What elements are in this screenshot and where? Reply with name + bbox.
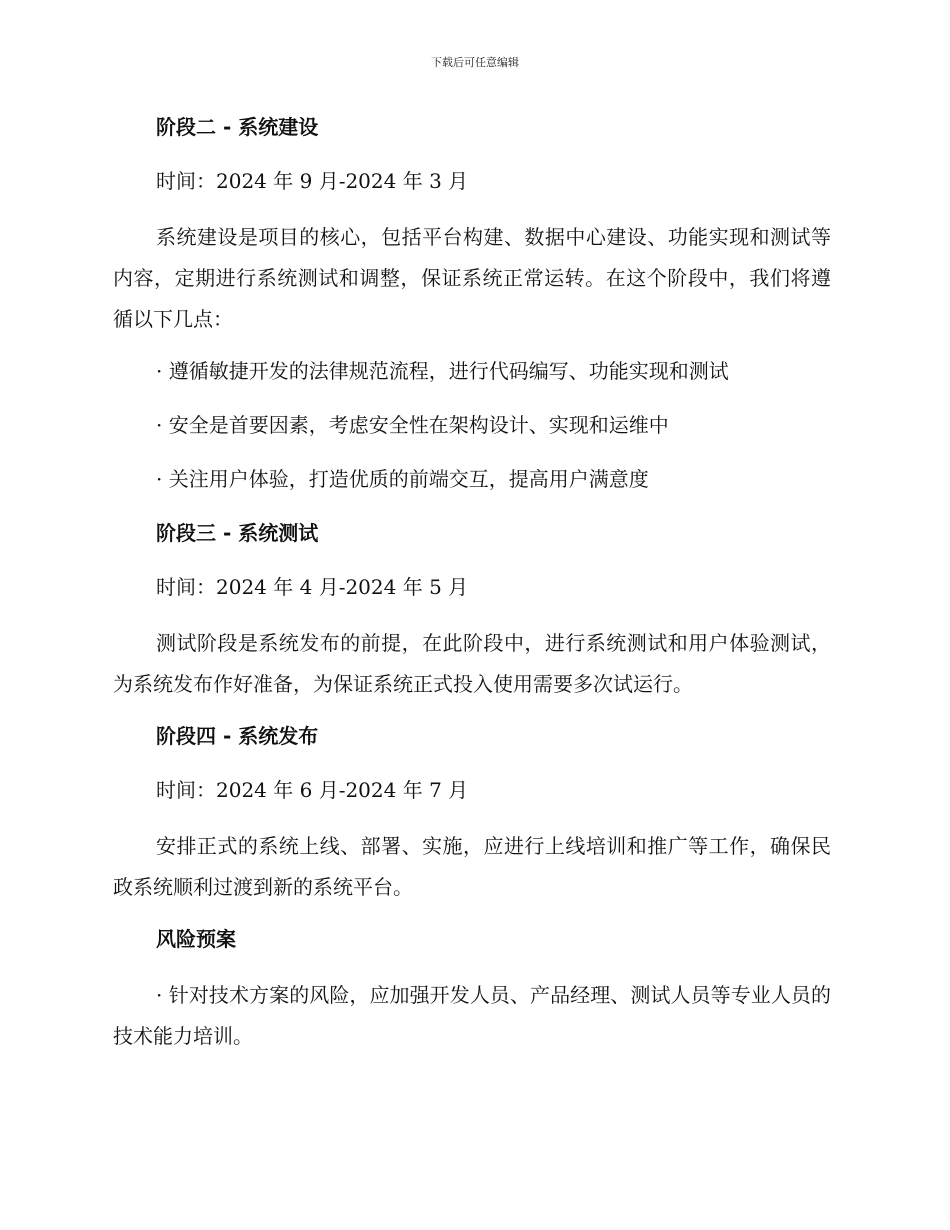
- stage2-heading: 阶段二 - 系统建设: [156, 115, 319, 139]
- stage2-intro: 系统建设是项目的核心，包括平台构建、数据中心建设、功能实现和测试等内容，定期进行系统测试和调整，保证系统正常运转。在这个阶段中，我们将遵循以下几点：: [113, 225, 831, 331]
- header-note: 下载后可任意编辑: [431, 56, 519, 69]
- risk-bullet: · 针对技术方案的风险，应加强开发人员、产品经理、测试人员等专业人员的技术能力培训。: [113, 983, 831, 1048]
- risk-heading: 风险预案: [156, 927, 236, 951]
- stage4-body: 安排正式的系统上线、部署、实施，应进行上线培训和推广等工作，确保民政系统顺利过渡到新的系统平台。: [113, 834, 831, 899]
- stage2-bullet-3: · 关注用户体验，打造优质的前端交互，提高用户满意度: [156, 467, 649, 491]
- stage3-time: 时间：2024 年 4 月-2024 年 5 月: [156, 575, 469, 599]
- stage3-heading: 阶段三 - 系统测试: [156, 521, 319, 545]
- stage4-heading: 阶段四 - 系统发布: [156, 724, 319, 748]
- document-body: [113, 109, 831, 1057]
- stage3-body: 测试阶段是系统发布的前提，在此阶段中，进行系统测试和用户体验测试，为系统发布作好准备，为保证系统正式投入使用需要多次试运行。: [113, 631, 831, 696]
- stage2-bullet-2: · 安全是首要因素，考虑安全性在架构设计、实现和运维中: [156, 413, 669, 437]
- stage2-time: 时间：2024 年 9 月-2024 年 3 月: [156, 169, 469, 193]
- stage2-bullet-1: · 遵循敏捷开发的法律规范流程，进行代码编写、功能实现和测试: [156, 359, 729, 383]
- stage4-time: 时间：2024 年 6 月-2024 年 7 月: [156, 778, 469, 802]
